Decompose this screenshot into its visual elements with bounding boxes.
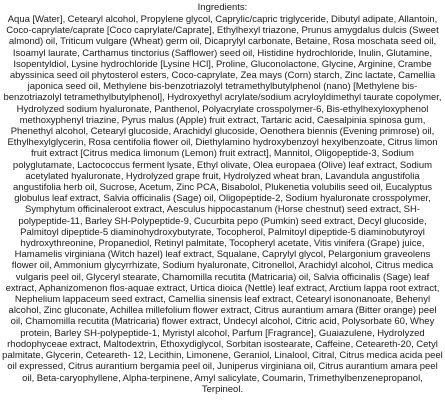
ingredients-list-text: Aqua [Water], Cetearyl alcohol, Propylene glycol, Caprylic/capric triglyceride, Dibutyl adipate, Allantoin, Coco-caprylate/caprate [Coco caprylate/Caprate], Ethylhexyl triazone, Prunus amygdalus dulcis (Sweet almond) oil, Triticum vulgare (Wheat) germ oil, Dicaprylyl carbonate, Betaine, Rosa moschata seed oil, Isoamyl laurate, Carthamus tinctorius (Safflower) seed oil, Histidine hydrochloride, Inulin, Glutamine, Isopentyldiol, Lysine hydrochloride [Lysine HCl], Proline, Gluconolactone, Glycine, Arginine, Crambe abyssinica seed oil phytosterol esters, Coco-caprylate, Zea mays (Corn) starch, Zinc lactate, Camellia japonica seed oil, Methylene bis-benzotriazolyl tetramethylbutylphenol (nano) [Methylene bis-benzotriazolyl tetramethylbutylphenol], Hydroxyethyl acrylate/sodium acryloyldimethyl taurate copolymer, Hydrolyzed sodium hyaluronate, Panthenol, Polyacrylate crosspolymer-6, Bis-ethylhexyloxyphenol methoxyphenyl triazine, Pyrus malus (Apple) fruit extract, Tartaric acid, Caesalpinia spinosa gum, Phenethyl alcohol, Cetearyl glucoside, Arachidyl glucoside, Oenothera biennis (Evening primrose) oil, Ethylhexylglycerin, Rosa centifolia flower oil, Diethylamino hydroxybenzoyl hexylbenzoate, Citrus limon fruit extract [Citrus medica limonum (Lemon) fruit extract], Mannitol, Oligopeptide-3, Sodium polyglutamate, Lactococcus ferment lysate, Ethyl olivate, Olea europaea (Olive) leaf extract, Sodium acetylated hyaluronate, Hydrolyzed grape fruit, Hydrolyzed wheat bran, Lavandula angustifolia angustifolia herb oil, Sucrose, Acetum, Zinc PCA, Bisabolol, Plukenetia volubilis seed oil, Eucalyptus globulus leaf extract, Salvia officinalis (Sage) oil, Oligopeptide-2, Sodium hyaluronate crosspolymer, Symphytum officinaleroot extract, Aesculus hippocastanum (Horse chestnut) seed extract, SH-polypeptide-11, Barley SH-Polypeptide-9, Cucurbita pepo (Pumkin) seed extract, Decyl glucoside, Palmitoyl dipeptide-5 diaminohydroxybutyrate, Tocopherol, Palmitoyl dipeptide-5 diaminobutyroyl hydroxythreonine, Propanediol, Retinyl palmitate, Tocopheryl acetate, Vitis vinifera (Grape) juice, Hamamelis virginiana (Witch hazel) leaf extract, Squalane, Caprylyl glycol, Pelargonium graveolens flower oil, Ammonium glycyrrhizate, Sodium hyaluronate, Citronellol, Arachidyl alcohol, Citrus medica vulgaris peel oil, Glyceryl stearate, Chamomilla recutita (Matricaria) oil, Salvia officinalis (Sage) leaf extract, Aphanizomenon flos-aquae extract, Urtica dioica (Nettle) leaf extract, Arctium lappa root extract, Nephelium lappaceum seed extract, Camellia sinensis leaf extract, Cetearyl isononanoate, Behenyl alcohol, Zinc gluconate, Achillea millefolium flower extract, Citrus aurantium amara (Bitter orange) peel oil, Chamomilla recutita (Matricaria) flower extract, Undecyl alcohol, Citric acid, Polysorbate 60, Whey protein, Barley SH-polypeptide-1, Myristyl alcohol, Parfum [Fragrance], Guaiazulene, Hydrolyzed rhodophyceae extract, Maltodextrin, Ethoxydiglycol, Sorbitan isostearate, Caffeine, Ceteareth-20, Cetyl palmitate, Glycerin, Ceteareth- 12, Lecithin, Limonene, Geraniol, Linalool, Citral, Citrus medica acida peel oil expressed, Citrus aurantium bergamia peel oil, Juniperus virginiana oil, Citrus aurantium amara peel oil, Beta-caryophyllene, Alpha-terpinene, Amyl salicylate, Coumarin, Trimethylbenzenepropanol, Terpineol. xyxy=(2,14,443,395)
ingredients-heading: Ingredients: xyxy=(197,2,248,13)
